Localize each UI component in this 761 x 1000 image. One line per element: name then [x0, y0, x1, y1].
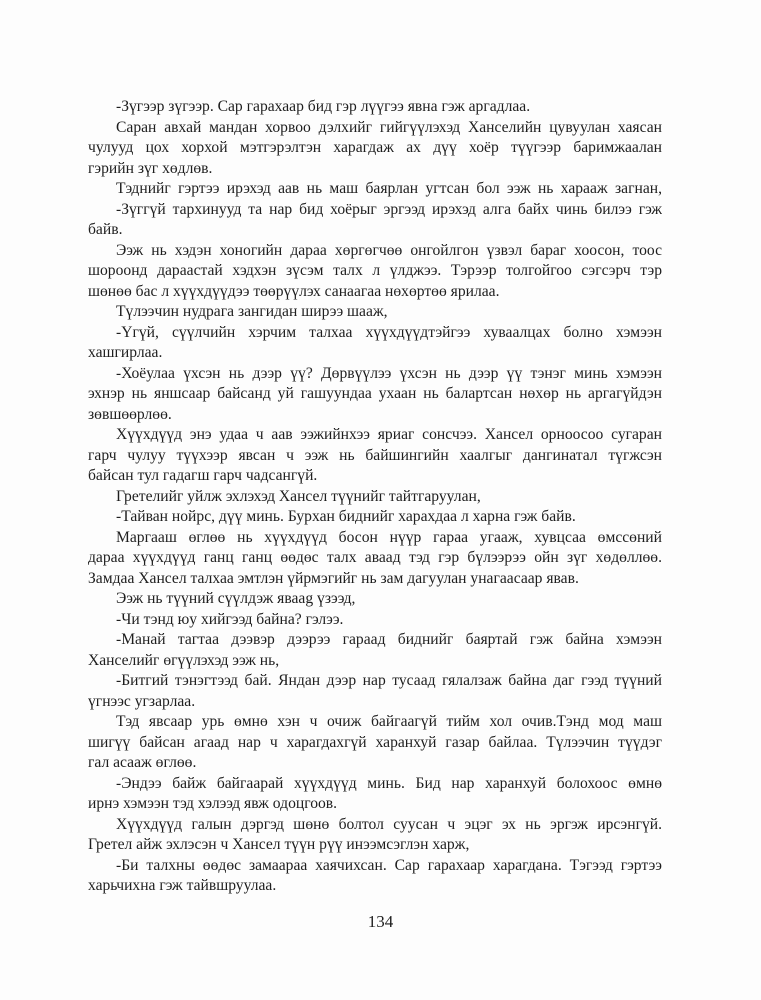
text-line: гарч чулуу түүхээр явсан ч ээж нь байшингийн хаалгыг дангинатал түгжсэн: [88, 446, 662, 464]
text-line: Гретел айж эхлэсэн ч Хансел түүн рүү инээмсэглэн харж,: [88, 836, 470, 853]
text-line: -Битгий тэнэгтээд бай. Яндан дээр нар тусаад гялалзаж байна даг гээд түүний: [116, 672, 662, 689]
text-line: гал асааж өглөө.: [88, 754, 197, 771]
text-line: -Үгүй, сүүлчийн хэрчим талхаа хүүхдүүдтэйгээ хуваалцах болно хэмээн: [116, 323, 662, 341]
page-number: 134: [367, 912, 394, 931]
text-line: Ээж нь хэдэн хоногийн дараа хөргөгчөө онгойлгон үзвэл бараг хоосон, тоос: [116, 241, 662, 259]
text-line: Замдаа Хансел талхаа эмтлэн үйрмэгийг нь зам дагуулан унагаасаар явав.: [88, 569, 579, 587]
text-line: Хүүхдүүд галын дэргэд шөнө болтол суусан ч эцэг эх нь эргэж ирсэнгүй.: [116, 815, 662, 833]
text-line: хашгирлаа.: [88, 344, 163, 361]
text-line: байсан тул гадагш гарч чадсангүй.: [88, 467, 318, 484]
text-line: эхнэр нь яншсаар байсанд уй гашуундаа ухаан нь балартсан нөхөр нь аргагүйдэн: [88, 385, 662, 402]
text-line: Түлээчин нудрага зангидан ширээ шааж,: [116, 303, 388, 320]
text-line: Тэд явсаар урь өмнө хэн ч очиж байгаагүй тийм хол очив.Тэнд мод маш: [116, 713, 662, 730]
text-line: харьчихна гэж тайвшруулаа.: [88, 877, 277, 894]
text-line: шөнөө бас л хүүхдүүдээ төөрүүлэх санаагаа нөхөртөө ярилаа.: [88, 282, 500, 300]
text-line: байв.: [88, 221, 123, 238]
text-line: Ээж нь түүний сүүлдэж яваag үзээд,: [116, 590, 356, 607]
text-line: -Тайван нойрс, дүү минь. Бурхан биднийг харахдаа л харна гэж байв.: [116, 508, 576, 525]
text-line: -Зүггүй тархинууд та нар бид хоёрыг эргээд ирэхэд алга байх чинь билээ гэж: [116, 200, 662, 218]
text-line: -Эндээ байж байгаарай хүүхдүүд минь. Бид нар харанхуй болохоос өмнө: [116, 774, 662, 792]
text-line: чулууд цох хорхой мэтгэрэлтэн харагдаж ах дүү хоёр түүгээр баримжаалан: [88, 139, 662, 156]
text-line: Саран авхай мандан хорвоо дэлхийг гийгүүлэхэд Ханселийн цувуулан хаясан: [116, 118, 662, 136]
text-line: шороонд дараастай хэдхэн зүсэм талх л үлджээ. Тэрээр толгойгоо сэгсэрч тэр: [88, 262, 662, 279]
text-line: -Хоёулаа үхсэн нь дээр үү? Дөрвүүлээ үхсэн нь дээр үү тэнэг минь хэмээн: [116, 364, 662, 382]
text-line: зөвшөөрлөө.: [88, 405, 172, 423]
text-line: -Би талхны өөдөс замаараа хаячихсан. Сар гарахаар харагдана. Тэгээд гэртээ: [116, 856, 662, 874]
text-line: гэрийн зүг хөдлөв.: [88, 159, 213, 177]
text-line: Гретелийг уйлж эхлэхэд Хансел түүнийг тайтгаруулан,: [116, 487, 481, 505]
text-line: шигүү байсан агаад нар ч харагдахгүй харанхуй газар байлаа. Түлээчин түүдэг: [88, 733, 662, 751]
text-line: Маргааш өглөө нь хүүхдүүд босон нүүр гараа угааж, хувцсаа өмссөний: [116, 528, 662, 546]
text-line: үгнээс угзарлаа.: [88, 692, 196, 710]
text-line: -Чи тэнд юу хийгээд байна? гэлээ.: [116, 610, 344, 628]
text-line: Ханселийг өгүүлэхэд ээж нь,: [88, 651, 280, 669]
text-line: Тэднийг гэртээ ирэхэд аав нь маш баярлан угтсан бол ээж нь харааж загнан,: [116, 180, 662, 197]
text-line: -Манай тагтаа дээвэр дээрээ гараад биднийг баяртай гэж байна хэмээн: [116, 631, 662, 648]
text-line: ирнэ хэмээн тэд хэлээд явж одоцгоов.: [88, 795, 338, 812]
text-line: Хүүхдүүд энэ удаа ч аав ээжийнхээ яриаг сонсчээ. Хансел орноосоо сугаран: [116, 426, 662, 443]
text-line: -Зүгээр зүгээр. Сар гарахаар бид гэр лүүгээ явна гэж аргадлаа.: [116, 98, 531, 115]
text-line: дараа хүүхдүүд ганц ганц өөдөс талх аваад тэд гэр бүлээрээ ойн зүг хөдөллөө.: [88, 549, 662, 566]
